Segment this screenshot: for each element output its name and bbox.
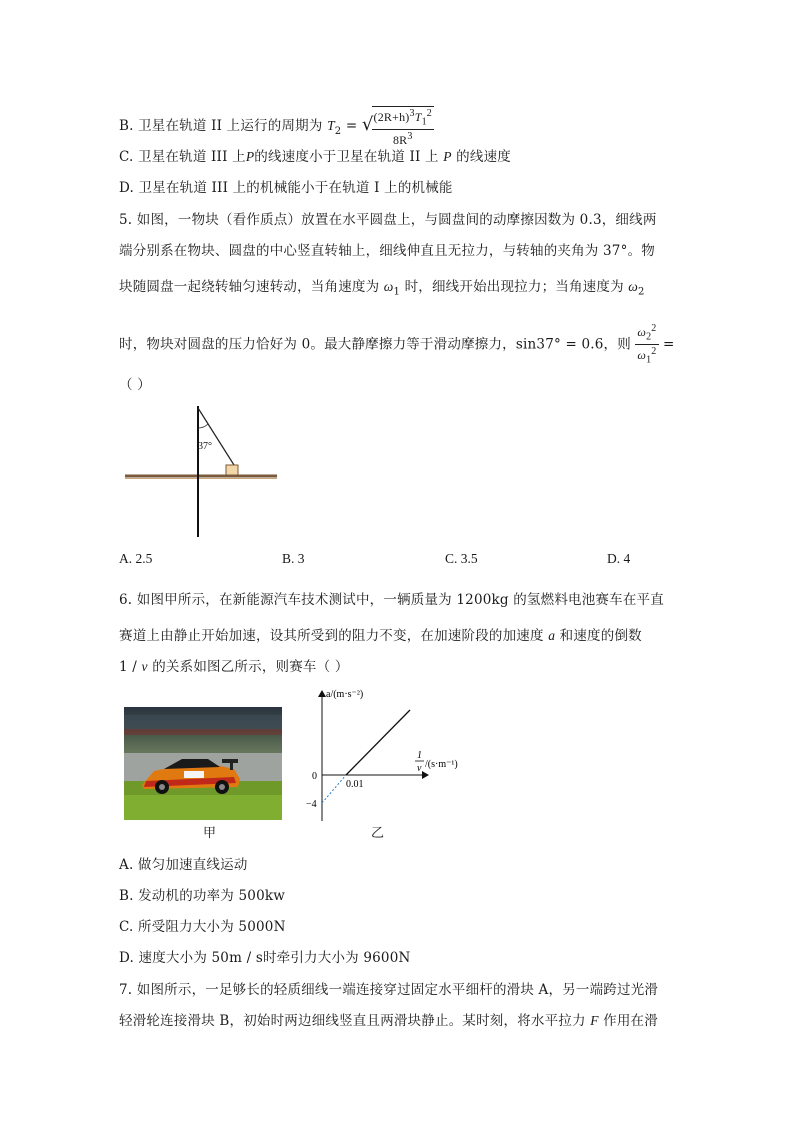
angle-arc <box>198 424 208 428</box>
q4-option-b: B. 卫星在轨道 II 上运行的周期为 $T_2$ = √ $\frac{(2R+h)^3T_1^2}{8R^3}$ <box>119 108 432 148</box>
acceleration-graph <box>300 683 480 823</box>
omega-ratio: $\frac{\omega_2^2}{\omega_1^2}$ <box>637 323 657 366</box>
block-object <box>226 465 238 475</box>
string-line <box>198 408 234 465</box>
x-axis-label-den: v <box>417 763 422 774</box>
y-axis-label: a/(m·s⁻²) <box>326 689 364 700</box>
q5-option-d: D. 4 <box>607 551 631 566</box>
q7-line-1: 7. 如图所示，一足够长的轻质细线一端连接穿过固定水平细杆的滑块 A，另一端跨过光滑 <box>119 982 659 998</box>
q6-option-d: D. 速度大小为 50m / s时牵引力大小为 9600N <box>119 950 411 966</box>
q7-line-2: 轻滑轮连接滑块 B，初始时两边细线竖直且两滑块静止。某时刻，将水平拉力 F 作用在滑 <box>119 1013 658 1029</box>
photo-caption: 甲 <box>203 826 217 841</box>
rotating-disk-figure <box>120 404 290 540</box>
q5-option-a: A. 2.5 <box>119 551 153 566</box>
q5-line-2: 端分别系在物块、圆盘的中心竖直转轴上，细线伸直且无拉力，与转轴的夹角为 37°。物 <box>119 243 655 259</box>
q5-line-4: 时，物块对圆盘的压力恰好为 0。最大静摩擦力等于滑动摩擦力，sin37° = 0.6，则 $\frac{\omega_2^2}{\omega_1^2}$ = <box>119 323 675 366</box>
q6-option-a: A. 做匀加速直线运动 <box>119 857 248 873</box>
q5-answer-paren: （ ） <box>119 377 151 393</box>
data-line <box>346 710 410 775</box>
q6-line-2: 赛道上由静止开始加速，设其所受到的阻力不变，在加速阶段的加速度 a 和速度的倒数 <box>119 628 642 644</box>
q6-line-3: 1 / v 的关系如图乙所示，则赛车（ ） <box>119 659 349 675</box>
extrapolated-line <box>322 775 346 803</box>
q6-line-1: 6. 如图甲所示，在新能源汽车技术测试中，一辆质量为 1200kg 的氢燃料电池赛车在平直 <box>119 592 664 608</box>
x-tick-label: 0.01 <box>346 779 364 790</box>
q5-option-b: B. 3 <box>282 551 305 566</box>
q5-line-1: 5. 如图，一物块（看作质点）放置在水平圆盘上，与圆盘间的动摩擦因数为 0.3，细线两 <box>119 212 657 228</box>
q4-option-d: D. 卫星在轨道 III 上的机械能小于在轨道 I 上的机械能 <box>119 180 453 196</box>
origin-label: 0 <box>312 771 317 782</box>
q6-option-b: B. 发动机的功率为 500kw <box>119 888 285 904</box>
q6-option-c: C. 所受阻力大小为 5000N <box>119 919 286 935</box>
q5-option-c: C. 3.5 <box>445 551 478 566</box>
graph-caption: 乙 <box>371 826 385 841</box>
y-tick-label: −4 <box>306 799 317 810</box>
race-car-photo <box>124 707 282 820</box>
q4-option-c: C. 卫星在轨道 III 上P的线速度小于卫星在轨道 II 上 P 的线速度 <box>119 149 511 165</box>
period-formula: $\frac{(2R+h)^3T_1^2}{8R^3}$ <box>373 108 432 148</box>
angle-label: 37° <box>198 441 212 452</box>
x-axis-unit: /(s·m⁻¹) <box>425 759 458 770</box>
q5-line-3: 块随圆盘一起绕转轴匀速转动，当角速度为 $\omega_1$ 时，细线开始出现拉力；当角速度为 $\omega_2$ <box>119 279 645 298</box>
x-axis-label-num: 1 <box>417 750 422 761</box>
